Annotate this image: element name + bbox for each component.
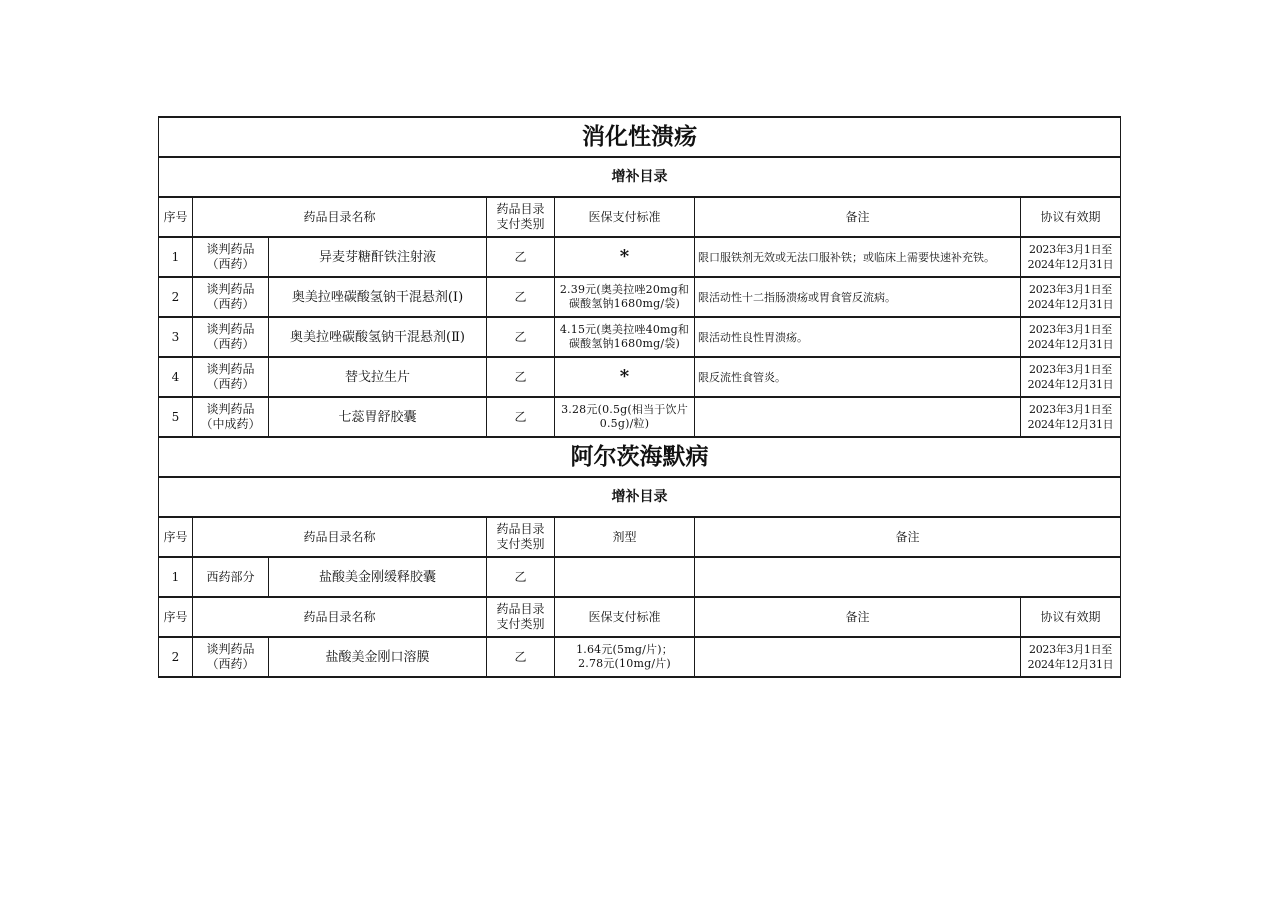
header-drug-name: 药品目录名称 xyxy=(193,517,487,557)
section-subtitle-supplement: 增补目录 xyxy=(159,477,1121,517)
row-drug-name: 奥美拉唑碳酸氢钠干混悬剂(Ⅰ) xyxy=(269,277,487,317)
row-remark xyxy=(695,557,1121,597)
table-header-row xyxy=(159,517,1121,557)
row-payment-standard-line1: * xyxy=(619,246,630,267)
row-valid-period xyxy=(1021,277,1121,317)
header-valid-period: 协议有效期 xyxy=(1021,197,1121,237)
row-payment-type: 乙 xyxy=(487,397,555,437)
header-payment-type-line1: 药品目录 xyxy=(496,602,545,616)
row-drug-name: 异麦芽糖酐铁注射液 xyxy=(269,237,487,277)
section-title-peptic-ulcer: 消化性溃疡 xyxy=(159,117,1121,157)
row-category xyxy=(193,357,269,397)
row-payment-standard-line2: 0.5g)/粒) xyxy=(599,417,650,430)
header-index: 序号 xyxy=(159,517,193,557)
row-payment-type: 乙 xyxy=(487,637,555,677)
row-valid-start: 2023年3月1日至 xyxy=(1029,363,1112,376)
row-category-line1: 谈判药品 xyxy=(206,642,255,656)
row-index: 2 xyxy=(159,637,193,677)
table-header-row xyxy=(159,597,1121,637)
row-drug-name: 七蕊胃舒胶囊 xyxy=(269,397,487,437)
row-category xyxy=(193,277,269,317)
table-row xyxy=(159,397,1121,437)
row-valid-period xyxy=(1021,317,1121,357)
header-remark: 备注 xyxy=(695,597,1021,637)
header-drug-name: 药品目录名称 xyxy=(193,197,487,237)
row-category xyxy=(193,397,269,437)
table-row xyxy=(159,277,1121,317)
row-valid-end: 2024年12月31日 xyxy=(1027,378,1114,391)
row-index: 5 xyxy=(159,397,193,437)
row-payment-standard-line2: 碳酸氢钠1680mg/袋) xyxy=(568,297,681,310)
row-remark: 限活动性良性胃溃疡。 xyxy=(695,317,1021,357)
row-index: 1 xyxy=(159,557,193,597)
row-category xyxy=(193,317,269,357)
row-valid-end: 2024年12月31日 xyxy=(1027,258,1114,271)
row-category-line1: 谈判药品 xyxy=(206,362,255,376)
row-valid-period xyxy=(1021,637,1121,677)
row-index: 3 xyxy=(159,317,193,357)
table-row xyxy=(159,557,1121,597)
row-category-line1: 谈判药品 xyxy=(206,282,255,296)
header-payment-standard: 医保支付标准 xyxy=(555,197,695,237)
header-remark: 备注 xyxy=(695,197,1021,237)
row-payment-standard-line1: 1.64元(5mg/片)； xyxy=(576,643,673,656)
row-valid-period xyxy=(1021,397,1121,437)
row-payment-standard-line2: 2.78元(10mg/片) xyxy=(578,657,671,670)
row-valid-start: 2023年3月1日至 xyxy=(1029,323,1112,336)
section-subtitle-supplement: 增补目录 xyxy=(159,157,1121,197)
row-drug-name: 盐酸美金刚缓释胶囊 xyxy=(269,557,487,597)
row-index: 2 xyxy=(159,277,193,317)
header-index: 序号 xyxy=(159,597,193,637)
row-payment-type: 乙 xyxy=(487,237,555,277)
header-index: 序号 xyxy=(159,197,193,237)
row-payment-standard xyxy=(555,637,695,677)
section-title-alzheimers: 阿尔茨海默病 xyxy=(159,437,1121,477)
row-payment-standard-line1: * xyxy=(619,366,630,387)
row-valid-start: 2023年3月1日至 xyxy=(1029,403,1112,416)
row-remark xyxy=(695,637,1021,677)
table-row xyxy=(159,357,1121,397)
row-valid-period xyxy=(1021,237,1121,277)
row-category xyxy=(193,637,269,677)
row-remark: 限反流性食管炎。 xyxy=(695,357,1021,397)
row-payment-standard-line1: 3.28元(0.5g(相当于饮片 xyxy=(561,403,688,416)
row-valid-start: 2023年3月1日至 xyxy=(1029,243,1112,256)
row-dosage-form xyxy=(555,557,695,597)
row-category-line1: 谈判药品 xyxy=(206,402,255,416)
row-payment-standard xyxy=(555,397,695,437)
table-header-row xyxy=(159,197,1121,237)
row-category-line2: （西药） xyxy=(206,337,255,351)
header-payment-type-line2: 支付类别 xyxy=(496,537,545,551)
header-payment-type-line2: 支付类别 xyxy=(496,217,545,231)
table-row xyxy=(159,637,1121,677)
row-remark: 限口服铁剂无效或无法口服补铁；或临床上需要快速补充铁。 xyxy=(695,237,1021,277)
header-payment-type xyxy=(487,197,555,237)
row-drug-name: 奥美拉唑碳酸氢钠干混悬剂(Ⅱ) xyxy=(269,317,487,357)
row-payment-standard xyxy=(555,237,695,277)
row-payment-standard-line1: 2.39元(奥美拉唑20mg和 xyxy=(559,283,690,296)
row-drug-name: 替戈拉生片 xyxy=(269,357,487,397)
header-remark: 备注 xyxy=(695,517,1121,557)
row-valid-end: 2024年12月31日 xyxy=(1027,338,1114,351)
row-valid-start: 2023年3月1日至 xyxy=(1029,643,1112,656)
row-category: 西药部分 xyxy=(193,557,269,597)
table-row xyxy=(159,317,1121,357)
row-index: 1 xyxy=(159,237,193,277)
row-payment-type: 乙 xyxy=(487,277,555,317)
header-payment-standard: 医保支付标准 xyxy=(555,597,695,637)
row-payment-standard xyxy=(555,317,695,357)
header-payment-type-line1: 药品目录 xyxy=(496,202,545,216)
row-payment-standard xyxy=(555,357,695,397)
row-remark xyxy=(695,397,1021,437)
header-dosage-form: 剂型 xyxy=(555,517,695,557)
row-payment-type: 乙 xyxy=(487,317,555,357)
row-payment-type: 乙 xyxy=(487,557,555,597)
row-payment-standard-line2: 碳酸氢钠1680mg/袋) xyxy=(568,337,681,350)
row-category-line2: （西药） xyxy=(206,257,255,271)
header-payment-type-line2: 支付类别 xyxy=(496,617,545,631)
row-category-line1: 谈判药品 xyxy=(206,242,255,256)
row-category-line2: （西药） xyxy=(206,657,255,671)
row-payment-type: 乙 xyxy=(487,357,555,397)
row-remark: 限活动性十二指肠溃疡或胃食管反流病。 xyxy=(695,277,1021,317)
row-category-line2: （西药） xyxy=(206,297,255,311)
header-payment-type xyxy=(487,517,555,557)
row-valid-end: 2024年12月31日 xyxy=(1027,418,1114,431)
row-valid-end: 2024年12月31日 xyxy=(1027,658,1114,671)
row-category-line1: 谈判药品 xyxy=(206,322,255,336)
header-payment-type xyxy=(487,597,555,637)
row-category-line2: （中成药） xyxy=(200,417,261,431)
row-index: 4 xyxy=(159,357,193,397)
row-valid-period xyxy=(1021,357,1121,397)
header-payment-type-line1: 药品目录 xyxy=(496,522,545,536)
drug-catalog-table xyxy=(158,116,1121,678)
row-payment-standard xyxy=(555,277,695,317)
header-drug-name: 药品目录名称 xyxy=(193,597,487,637)
row-valid-start: 2023年3月1日至 xyxy=(1029,283,1112,296)
row-valid-end: 2024年12月31日 xyxy=(1027,298,1114,311)
row-category xyxy=(193,237,269,277)
table-row xyxy=(159,237,1121,277)
header-valid-period: 协议有效期 xyxy=(1021,597,1121,637)
row-category-line2: （西药） xyxy=(206,377,255,391)
row-drug-name: 盐酸美金刚口溶膜 xyxy=(269,637,487,677)
row-payment-standard-line1: 4.15元(奥美拉唑40mg和 xyxy=(559,323,690,336)
